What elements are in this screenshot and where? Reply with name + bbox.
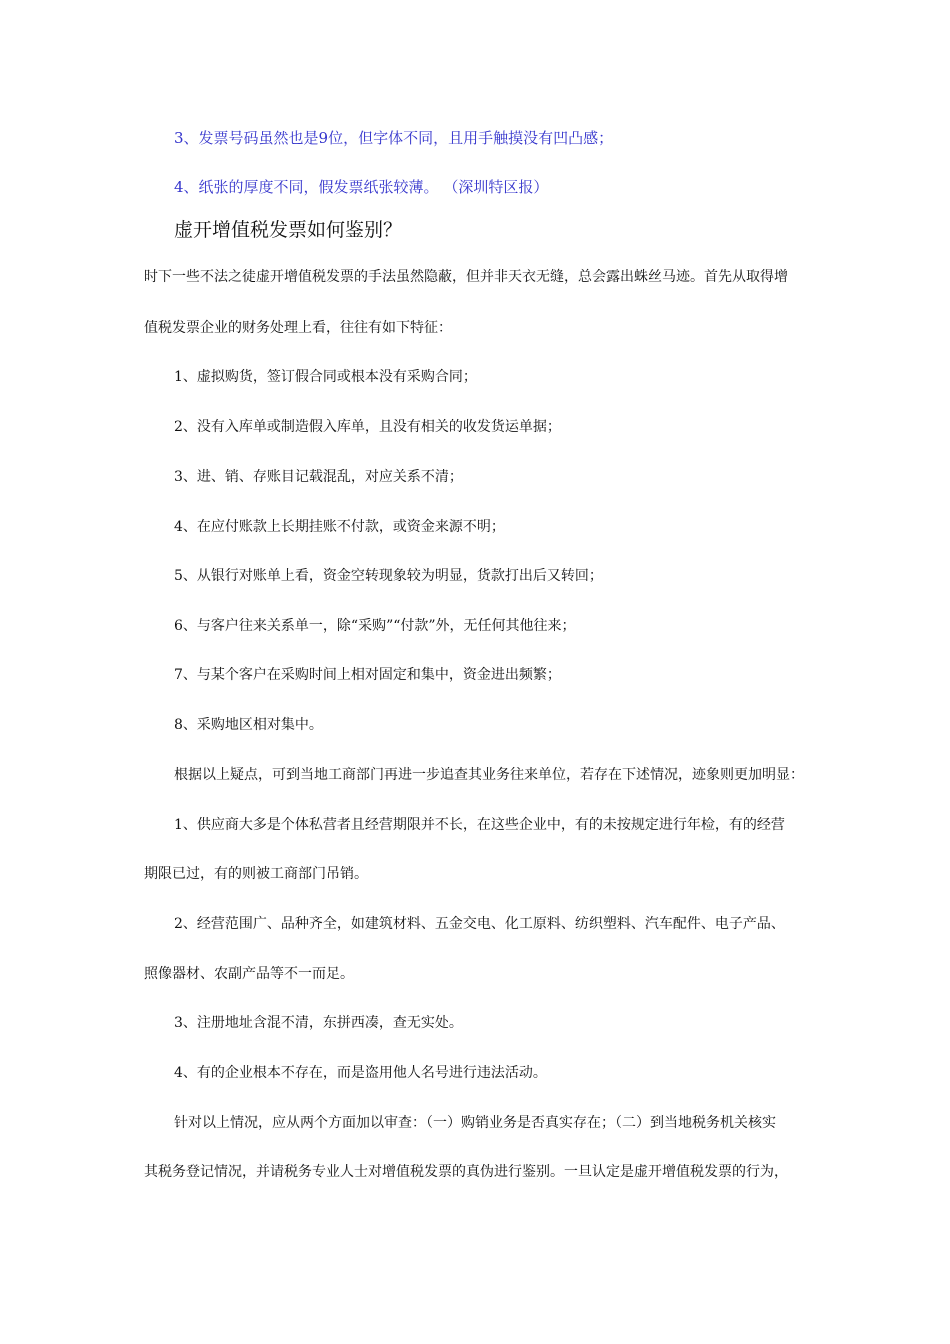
feature-item-7: 7、与某个客户在采购时间上相对固定和集中，资金进出频繁； (174, 667, 561, 683)
section-heading: 虚开增值税发票如何鉴别？ (174, 219, 403, 241)
intro-line-1: 时下一些不法之徒虚开增值税发票的手法虽然隐蔽，但并非天衣无缝，总会露出蛛丝马迹。首先从取得增 (144, 269, 788, 285)
feature-item-6: 6、与客户往来关系单一，除“采购”“付款”外，无任何其他往来； (174, 618, 576, 634)
feature-item-2: 2、没有入库单或制造假入库单，且没有相关的收发货运单据； (174, 419, 561, 435)
top-item-3: 3、发票号码虽然也是9位，但字体不同，且用手触摸没有凹凸感； (174, 129, 614, 147)
conclusion-line-2: 其税务登记情况，并请税务专业人士对增值税发票的真伪进行鉴别。一旦认定是虚开增值税发票的行为， (144, 1164, 788, 1180)
feature-item-3: 3、进、销、存账目记载混乱，对应关系不清； (174, 469, 463, 485)
suspicion-item-1-line-1: 1、供应商大多是个体私营者且经营期限并不长，在这些企业中，有的未按规定进行年检，有的经营 (174, 817, 785, 833)
feature-item-5: 5、从银行对账单上看，资金空转现象较为明显，货款打出后又转回； (174, 568, 603, 584)
intro-line-2: 值税发票企业的财务处理上看，往往有如下特征： (144, 320, 452, 336)
feature-item-1: 1、虚拟购货，签订假合同或根本没有采购合同； (174, 369, 477, 385)
suspicion-item-2-line-1: 2、经营范围广、品种齐全，如建筑材料、五金交电、化工原料、纺织塑料、汽车配件、电子产品、 (174, 916, 785, 932)
top-item-4: 4、纸张的厚度不同，假发票纸张较薄。 （深圳特区报） (174, 178, 549, 196)
suspicion-item-3: 3、注册地址含混不清，东拼西凑，查无实处。 (174, 1015, 463, 1031)
conclusion-line-1: 针对以上情况，应从两个方面加以审查：（一）购销业务是否真实存在；（二）到当地税务机关核实 (174, 1115, 776, 1131)
feature-item-8: 8、采购地区相对集中。 (174, 717, 323, 733)
suspicion-item-4: 4、有的企业根本不存在，而是盗用他人名号进行违法活动。 (174, 1065, 547, 1081)
feature-item-4: 4、在应付账款上长期挂账不付款，或资金来源不明； (174, 519, 505, 535)
suspicion-item-1-line-2: 期限已过，有的则被工商部门吊销。 (144, 866, 368, 882)
suspicion-intro: 根据以上疑点，可到当地工商部门再进一步追查其业务往来单位，若存在下述情况，迹象则更加明显： (174, 767, 804, 783)
suspicion-item-2-line-2: 照像器材、农副产品等不一而足。 (144, 966, 354, 982)
